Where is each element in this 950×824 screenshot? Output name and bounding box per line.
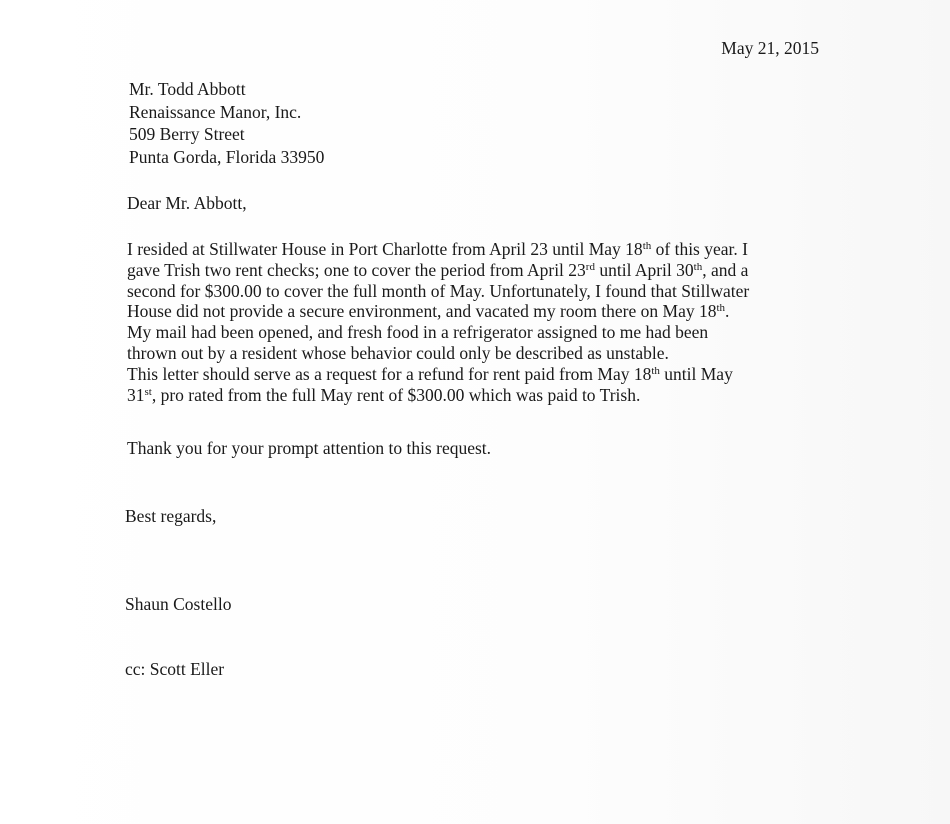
signer-name: Shaun Costello bbox=[125, 594, 232, 614]
body-text: This letter should serve as a request for a refund for rent paid from May 18 bbox=[127, 363, 652, 384]
ordinal-suffix: th bbox=[693, 260, 703, 273]
body-line bbox=[127, 281, 827, 302]
ordinal-suffix: th bbox=[716, 302, 726, 315]
letter-body bbox=[127, 239, 827, 405]
body-text: until May bbox=[659, 363, 733, 384]
body-text: second for $300.00 to cover the full month of May. Unfortunately, I found that Stillwater bbox=[127, 280, 750, 301]
body-text: of this year. I bbox=[651, 239, 748, 259]
body-text: , pro rated from the full May rent of $300.00 which was paid to Trish. bbox=[151, 384, 641, 405]
recipient-name: Mr. Todd Abbott bbox=[129, 79, 246, 99]
body-text: until April 30 bbox=[594, 259, 694, 280]
body-text: My mail had been opened, and fresh food in a refrigerator assigned to me had been bbox=[127, 322, 709, 343]
body-line bbox=[127, 239, 827, 260]
body-line bbox=[127, 364, 827, 385]
body-line bbox=[127, 301, 827, 322]
ordinal-suffix: rd bbox=[585, 260, 595, 273]
salutation: Dear Mr. Abbott, bbox=[127, 193, 247, 213]
recipient-city-state-zip: Punta Gorda, Florida 33950 bbox=[129, 146, 325, 167]
body-text: 31 bbox=[127, 384, 145, 405]
body-text: I resided at Stillwater House in Port Charlotte from April 23 until May 18 bbox=[127, 239, 643, 259]
body-line bbox=[127, 260, 827, 281]
body-text: gave Trish two rent checks; one to cover the period from April 23 bbox=[127, 259, 586, 280]
body-text: , and a bbox=[702, 259, 749, 280]
ordinal-suffix: th bbox=[642, 240, 652, 252]
thank-you-line: Thank you for your prompt attention to this request. bbox=[127, 438, 492, 458]
ordinal-suffix: st bbox=[144, 385, 152, 398]
recipient-company: Renaissance Manor, Inc. bbox=[129, 101, 302, 122]
body-line bbox=[127, 385, 827, 406]
ordinal-suffix: th bbox=[651, 364, 660, 377]
recipient-address bbox=[129, 78, 324, 168]
body-text: . bbox=[725, 301, 730, 322]
closing: Best regards, bbox=[125, 506, 217, 526]
letter-date: May 21, 2015 bbox=[721, 38, 819, 58]
body-text: House did not provide a secure environment, and vacated my room there on May 18 bbox=[127, 301, 717, 322]
recipient-street: 509 Berry Street bbox=[129, 124, 245, 144]
body-text: thrown out by a resident whose behavior could only be described as unstable. bbox=[127, 342, 669, 363]
body-line bbox=[127, 343, 827, 364]
cc-line: cc: Scott Eller bbox=[125, 659, 225, 679]
body-line bbox=[127, 322, 827, 343]
